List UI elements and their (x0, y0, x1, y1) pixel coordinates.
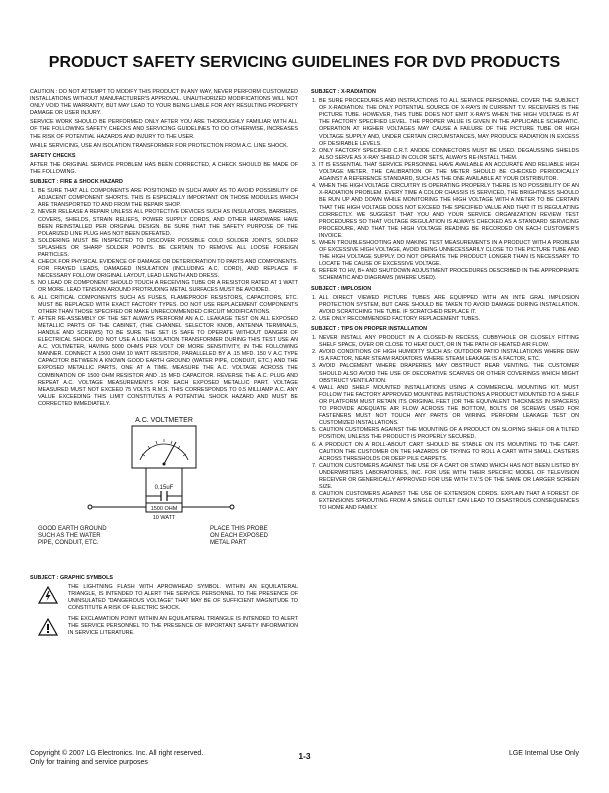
page-number: 1-3 (298, 751, 311, 761)
probe-terminal (230, 505, 234, 509)
safety-checks-text: AFTER THE ORIGINAL SERVICE PROBLEM HAS BEEN CORRECTED, A CHECK SHOULD BE MADE OF THE FOLLOWING. (30, 161, 298, 175)
probe-label-1: PLACE THIS PROBE (210, 526, 268, 533)
voltmeter-body (132, 426, 196, 468)
xray-list (311, 98, 579, 282)
symbol-row (30, 584, 298, 612)
list-item: 6. A PRODUCT ON A ROLL-ABOUT CART SHOULD BE STABLE ON ITS MOUNTING TO THE CART. CAUTION THE CUSTOMER ON THE HAZARDS OF TRYING TO ROLL A CART WITH SMALL CASTERS ACROSS THRESHOLDS OR DEEP PILE CARPETS. (318, 442, 579, 463)
resistor-label: 1500 OHM (150, 506, 178, 513)
needle-pivot (163, 463, 166, 466)
ground-label-2: SUCH AS THE WATER (38, 533, 101, 540)
probe-label-3: METAL PART (210, 540, 247, 547)
list-item: 1. BE SURE PROCEDURES AND INSTRUCTIONS TO ALL SERVICE PERSONNEL COVER THE SUBJECT OF X-RADIATION. THE ONLY POTENTIAL SOURCE OF X-RAYS IN CURRENT T.V. RECEIVERS IS THE PICTURE TUBE. HOWEVER, THIS TUBE DOES NOT EMIT X-RAYS WHEN THE HIGH VOLTAGE IS AT THE FACTORY SPECIFIED LEVEL. THE PROPER VALUE IS GIVEN IN THE APPLICABLE SCHEMATIC. OPERATION AT HIGHER VOLTAGES MAY CAUSE A FAILURE OF THE PICTURE TUBE OR HIGH VOLTAGE SUPPLY AND, UNDER CERTAIN CIRCUMSTANCES, MAY PRODUCE RADIATION IN EXCESS OF DESIRABLE LEVELS. (318, 98, 579, 148)
schematic-drawing (30, 412, 298, 572)
xray-heading: SUBJECT : X-RADIATION (311, 89, 376, 95)
lightning-symbol-text: THE LIGHTNING FLASH WITH APROWHEAD SYMBOL. WITHIN AN EQUILATERAL TRIANGLE, IS INTENDED TO ALERT THE SERVICE PERSONNEL TO THE PRESENCE OF UNINSULATED "DANGEROUS VOLTAGE" THAT MAY BE OF SUFFICIENT MAGNITUDE TO CONSTITUTE A RISK OF ELECTRIC SHOCK. (68, 584, 298, 612)
symbol-row (30, 616, 298, 637)
ground-label-1: GOOD EARTH GROUND (38, 526, 107, 533)
list-item: 5. CAUTION CUSTOMERS AGAINST THE MOUNTING OF A PRODUCT ON SLOPING SHELF OR A TILTED POSITION, UNLESS THE PRODUCT IS PROPERLY SECURED. (318, 427, 579, 441)
safety-checks-heading: SAFETY CHECKS (30, 152, 76, 159)
ground-label-3: PIPE, CONDUIT, ETC. (38, 540, 99, 547)
intro-caution: CAUTION : DO NOT ATTEMPT TO MODIFY THIS PRODUCT IN ANY WAY, NEVER PERFORM CUSTOMIZED INSTALLATIONS WITHOUT MANUFACTURER'S APPROVAL. UNAUTHORIZED MODIFICATIONS WILL NOT ONLY VOID THE WARRANTY, BUT MAY LEAD TO YOUR BEING LIABLE FOR ANY RESULTING PROPERTY DAMAGE OR USER INJURY. (30, 89, 298, 117)
list-item: 2. USE ONLY RECOMMENDED FACTORY REPLACEMENT TUBES. (318, 316, 579, 323)
list-item: 7. AFTER RE-ASSEMBLY OF THE SET ALWAYS PERFORM AN A.C. LEAKAGE TEST ON ALL EXPOSED METALLIC PARTS OF THE CABINET, (THE CHANNEL SELECTOR KNOB, ANTENNA TERMINALS, HANDLE AND SCREWS) TO BE SURE THE SET IS SAFE TO OPERATE WITHOUT DANGER OF ELECTRICAL SHOCK. DO NOT USE A LINE ISOLATION TRANSFORMER DURING THIS TEST USE AN A.C. VOLTMETER, HAVING 5000 OHMS PER VOLT OR MORE SENSITIVITY, IN THE FOLLOWING MANNER. CONNECT A 1500 OHM 10 WATT RESISTOR, PARALLELED BY A .15 MFD. 150 V A.C TYPE CAPACITOR BETWEEN A KNOWN GOOD EARTH GROUND (WATER PIPE, CONDUIT, ETC.) AND THE EXPOSED METALLIC PARTS, ONE AT A TIME. MEASURE THE A.C. VOLTAGE ACROSS THE COMBINATION OF 1500 OHM RESISTOR AND .15 MFD CAPACITOR. REVERSE THE A.C. PLUG AND REPEAT A.C. VOLTAGE MEASUREMENTS FOR EACH EXPOSED METALLIC PART. VOLTAGE MEASURED MUST NOT EXCEED 75 VOLTS R.M.S. THIS CORRESPONDS TO 0.5 MILLIAMP A.C. ANY VALUE EXCEEDING THIS LIMIT CONSTITUTES A POTENTIAL SHOCK HAZARD AND MUST BE CORRECTED IMMEDIATELY. (37, 316, 298, 408)
list-item: 2. ONLY FACTORY SPECIFIED C.R.T. ANODE CONNECTORS MUST BE USED. DEGAUSSING SHIELDS ALSO SERVE AS X-RAY SHIELD IN COLOR SETS, ALWAYS RE-INSTALL THEM. (318, 148, 579, 162)
list-item: 1. ALL DIRECT VIEWED PICTURE TUBES ARE EQUIPPED WITH AN INTE GRAL IMPLOSION PROTECTION SYSTEM, BUT CARE SHOULD BE TAKEN TO AVOID DAMAGE DURING INSTALLATION. AVOID SCRATCHING THE TUBE. IF SCRATCHED REPLACE IT. (318, 295, 579, 316)
graphic-symbols-heading: SUBJECT : GRAPHIC SYMBOLS (30, 575, 113, 582)
list-item: 4. WALL AND SHELF MOUNTED INSTALLATIONS USING A COMMERCIAL MOUNTING KIT. MUST FOLLOW THE FACTORY APPROVED MOUNTING INSTRUCTIONS A PRODUCT MOUNTED TO A SHELF OR PLATFORM MUST RETAIN ITS ORIGINAL FEET (OR THE EQUIVALENT THICKNESS IN SPACERS) TO PROVIDE ADEQUATE AIR FLOW ACROSS THE BOTTOM, BOLTS OR SCREWS USED FOR FASTENERS MUST NOT TOUCH ANY PARTS OR WIRING. PERFORM LEAKAGE TEST ON CUSTOMIZED INSTALLATIONS. (318, 385, 579, 428)
leakage-test-schematic (30, 412, 298, 572)
list-item: 4. CHECK FOR PHYSICAL EVIDENCE OF DAMAGE OR DETERIORATION TO PARTS AND COMPONENTS. FOR FRAYED LEADS, DAMAGED INSULATION (INCLUDING A.C. CORD), AND REPLACE IF NECESSARY FOLLOW ORIGINAL LAYOUT, LEAD LENGTH AND DRESS. (37, 259, 298, 280)
list-item: 5. NO LEAD OR COMPONENT SHOULD TOUCH A RECEIVING TUBE OR A RESISTOR RATED AT 1 WATT OR MORE. LEAD TENSION AROUND PROTRUDING METAL SURFACES MUST BE AVOIDED. (37, 280, 298, 294)
list-item: 5. WHEN TROUBLESHOOTING AND MAKING TEST MEASUREMENTS IN A PRODUCT WITH A PROBLEM OF EXCESSIVE HIGH VOLTAGE, AVOID BEING UNNECESSARILY CLOSE TO THE PICTURE TUBE AND THE HIGH VOLTAGE SUPPLY. DO NOT OPERATE THE PRODUCT LONGER THAN IS NECESSARY TO LOCATE THE CAUSE OF EXCESSIVE VOLTAGE. (318, 240, 579, 268)
list-item: 2. NEVER RELEASE A REPAIR UNLESS ALL PROTECTIVE DEVICES SUCH AS INSULATORS, BARRIERS, COVERS, SHIELDS, STRAIN RELIEFS, POWER SUPPLY CORDS, AND OTHER HARDWARE HAVE BEEN REINSTALLED PER ORIGINAL DESIGN. BE SURE THAT THE SAFETY PURPOSE OF THE POLARIZED LINE PLUG HAS NOT BEEN DEFEATED. (37, 209, 298, 237)
internal-use-text: LGE Internal Use Only (508, 750, 579, 757)
voltmeter-label: A.C. VOLTMETER (135, 417, 193, 425)
lightning-triangle-icon (38, 586, 58, 604)
exclamation-symbol-text: THE EXCLAMATION POINT WITHIN AN EQUILATERAL TRIANGLE IS INTENDED TO ALERT THE SERVICE PERSONNEL TO THE PRESENCE OF IMPORTANT SAFETY INFORMATION IN SERVICE LITERATURE. (68, 615, 298, 636)
implosion-heading: SUBJECT : IMPLOSION (311, 285, 372, 292)
list-item: 1. NEVER INSTALL ANY PRODUCT IN A CLOSED-IN RECESS, CUBBYHOLE OR CLOSELY FITTING SHELF SPACE, OVER OR CLOSE TO HEAT DUCT, OR IN THE PATH OF HEATED AIR FLOW. (318, 335, 579, 349)
copyright-text: Copyright © 2007 LG Electronics. Inc. All right reserved. (30, 750, 204, 757)
fire-shock-heading: SUBJECT : FIRE & SHOCK HAZARD (30, 179, 123, 186)
list-item: 6. ALL CRITICAL COMPONENTS SUCH AS FUSES, FLAMEPROOF RESISTORS, CAPACITORS, ETC. MUST BE REPLACED WITH EXACT FACTORY TYPES. DO NOT USE REPLACEMENT COMPONENTS OTHER THAN THOSE SPECIFIED OR MAKE UNRECOMMENDED CIRCUIT MODIFICATIONS. (37, 295, 298, 316)
page-title: PRODUCT SAFETY SERVICING GUIDELINES FOR DVD PRODUCTS (48, 54, 561, 71)
probe-label-2: ON EACH EXPOSED (210, 533, 269, 540)
list-item: 3. AVOID PALCEMENT WHERE DRAPERIES MAY OBSTRUCT REAR VENTING. THE CUSTOMER SHOULD ALSO AVOID THE USE OF DECORATIVE SCARVES OR OTHER COVERINGS WHICH MIGHT OBSTRUCT VENTILATION. (318, 363, 579, 384)
right-column (311, 89, 579, 514)
list-item: 2. AVOID CONDITIONS OF HIGH HUMIDITY SUCH AS: OUTDOOR PATIO INSTALLATIONS WHERE DEW IS A FACTOR, NEAR STEAM RADIATORS WHERE STEAM LEAKAGE IS A FACTOR, ETC. (318, 349, 579, 363)
list-item: 1. BE SURE THAT ALL COMPONENTS ARE POSITIONED IN SUCH AWAY AS TO AVOID POSSIBILITY OF ADJACENT COMPONENT SHORTS. THIS IS ESPECIALLY IMPORTANT ON THOSE MODULES WHICH ARE TRANSPORTED TO AND FROM THE REPAIR SHOP. (37, 188, 298, 209)
list-item: 4. WHEN THE HIGH VOLTAGE CIRCUITRY IS OPERATING PROPERLY THERE IS NO POSSIBILITY OF AN X-RADIATION PROBLEM. EVERY TIME A COLOR CHASSIS IS SERVICED, THE BRIGHTNESS SHOULD BE RUN UP AND DOWN WHILE MONITORING THE HIGH VOLTAGE WITH A METER TO BE CERTAIN THAT THE HIGH VOLTAGE DOES NOT EXCEED THE SPECIFIED VALUE AND THAT IT IS REGULATING CORRECTLY. WE SUGGEST THAT YOU AND YOUR SERVICE ORGANIZATION REVIEW TEST PROCEDURES SO THAT VOLTAGE REGULATION IS ALWAYS CHECKED AS A STANDARD SERVICING PROCEDURE, AND THAT THE HIGH VOLTAGE READING BE RECORDED ON EACH CUSTOMER'S INVOICE. (318, 183, 579, 240)
resistor-watt-label: 10 WATT (152, 515, 176, 522)
capacitor-label: 0.15uF (154, 485, 174, 492)
left-column (30, 89, 298, 640)
training-text: Only for training and service purposes (30, 759, 148, 766)
implosion-list (311, 295, 579, 323)
exclamation-triangle-icon (38, 618, 58, 636)
list-item: 3. IT IS ESSENTIAL THAT SERVICE PERSONNEL HAVE AVAILABLE AN ACCURATE AND RELIABLE HIGH VOLTAGE METER. THE CALIBRATION OF THE METER SHOULD BE CHECKED PERIODICALLY AGAINST A REFERENCE STANDARD, SUCH AS THE ONE AVAILABLE AT YOUR DISTRIBUTOR. (318, 162, 579, 183)
intro-service: SERVICE WORK SHOULD BE PERFORMED ONLY AFTER YOU ARE THOROUGHLY FAMILIAR WITH ALL OF THE FOLLOWING SAFETY CHECKS AND SERVICING GUIDELINES TO DO OTHERWISE, INCREASES THE RISK OF POTENTIAL HAZARDS AND INJURY TO THE USER. (30, 119, 298, 140)
fire-shock-list (30, 188, 298, 408)
installation-list (311, 335, 579, 512)
ground-terminal (88, 505, 92, 509)
list-item: 6. REFER TO HV, B+ AND SHUTDOWN ADJUSTMENT PROCEDURES DESCRIBED IN THE APPROPRIATE SCHEMATIC AND DIAGRAMS (WHERE USED). (318, 268, 579, 282)
installation-heading: SUBJECT : TIPS ON PROPER INSTALLATION (311, 326, 428, 332)
list-item: 3. SOLDERING MUST BE INSPECTED TO DISCOVER POSSIBLE COLD SOLDER JOINTS, SOLDER SPLASHES OR SHARP SOLDER POINTS. BE CERTAIN TO REMOVE ALL LOOSE FOREIGN PARTICLES. (37, 238, 298, 259)
intro-isolation: WHILE SERVICING, USE AN ISOLATION TRANSFORMER FOR PROTECTION FROM A.C. LINE SHOCK. (30, 142, 289, 149)
list-item: 8. CAUTION CUSTOMERS AGAINST THE USE OF EXTENSION CORDS. EXPLAIN THAT A FOREST OF EXTENSIONS SPROUTING FROM A SINGLE OUTLET CAN LEAD TO DISASTROUS CONSEQUENCES TO HOME AND FAMILY. (318, 491, 579, 512)
list-item: 7. CAUTION CUSTOMERS AGAINST THE USE OF A CART OR STAND WHICH HAS NOT BEEN LISTED BY UNDERWRITERS LABORATORIES, INC. FOR USE WITH THEIR SPECIFIC MODEL OF TELEVISION RECEIVER OR GENERICALLY APPROVED FOR USE WITH T.V.'S OF THE SAME OR LARGER SCREEN SIZE. (318, 463, 579, 491)
